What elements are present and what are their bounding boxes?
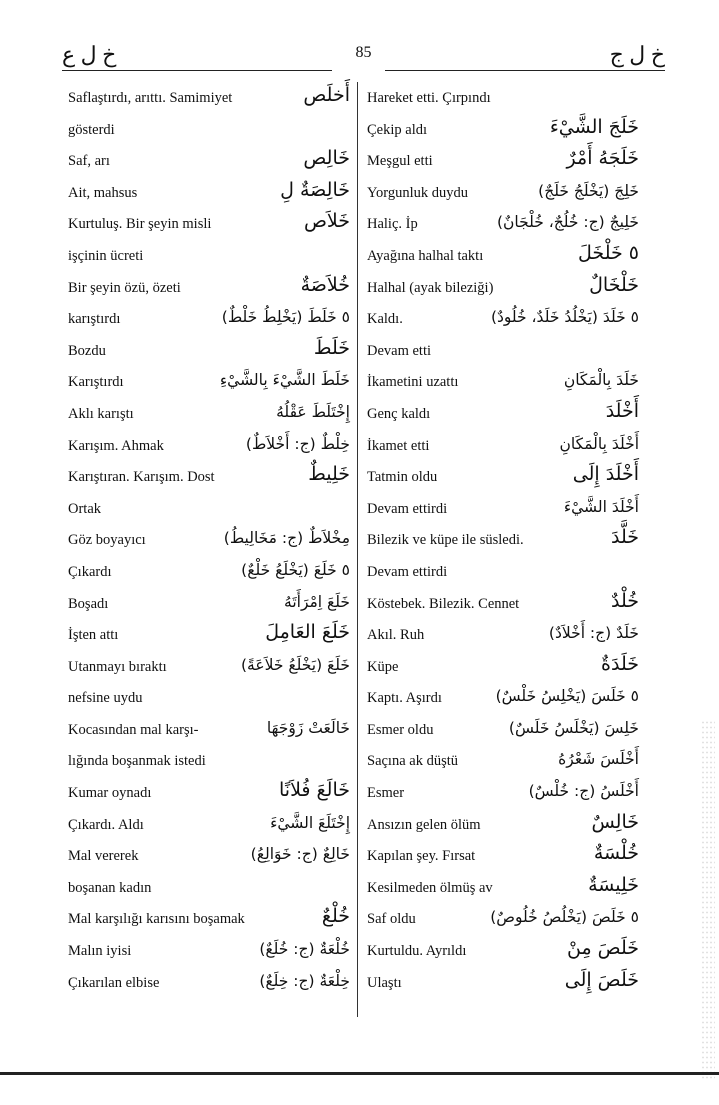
arabic-headword: خِلْعَةٌ (ج: خِلَعٌ) [259, 971, 350, 990]
turkish-definition: Devam ettirdi [367, 563, 448, 580]
arabic-headword: ٥ خَلَطَ (يَخْلِطُ خَلْطٌ) [221, 308, 350, 327]
dictionary-entry [367, 305, 639, 337]
header-left-letters: خ ل ع [62, 42, 117, 67]
arabic-headword: أَخْلَدَ الشَّيْءَ [563, 497, 639, 516]
turkish-definition: boşanan kadın [68, 879, 152, 896]
dictionary-entry [367, 495, 639, 527]
dictionary-entry [68, 147, 350, 179]
arabic-headword: ٥ خَلَصَ (يَخْلُصُ خُلُوصٌ) [490, 908, 639, 927]
turkish-definition: Ayağına halhal taktı [367, 247, 484, 264]
turkish-definition: Mal vererek [68, 848, 139, 865]
dictionary-entry [68, 463, 350, 495]
turkish-definition: Meşgul etti [367, 153, 433, 170]
dictionary-entry [68, 779, 350, 811]
turkish-definition: Kaptı. Aşırdı [367, 690, 442, 707]
dictionary-entry [367, 905, 639, 937]
dictionary-entry [367, 526, 639, 558]
dictionary-entry [367, 811, 639, 843]
turkish-definition: Karıştırdı [68, 374, 124, 391]
dictionary-entry [367, 747, 639, 779]
turkish-definition: işçinin ücreti [68, 247, 144, 264]
dictionary-entry [367, 558, 639, 590]
arabic-headword: خَلِيسَةٌ [588, 873, 639, 896]
dictionary-entry [367, 84, 639, 116]
arabic-headword: أَخْلَسُ (ج: خُلْسٌ) [528, 782, 639, 801]
arabic-headword: أَخلَص [303, 84, 350, 106]
arabic-headword: أَخْلَسَ شَعْرُهُ [558, 750, 639, 769]
dictionary-entry [68, 558, 350, 590]
turkish-definition: Ulaştı [367, 974, 402, 991]
dictionary-entry [367, 842, 639, 874]
arabic-headword: خُلْدٌ [610, 589, 639, 612]
arabic-headword: خَلِيطٌ [308, 463, 350, 486]
arabic-headword: أَخْلَدَ إِلَى [572, 463, 639, 486]
dictionary-entry [68, 684, 350, 716]
arabic-headword: مِخْلاَطٌ (ج: مَخَالِيطُ) [223, 529, 350, 548]
dictionary-entry [68, 716, 350, 748]
turkish-definition: Bir şeyin özü, özeti [68, 279, 181, 296]
arabic-headword: خَلَطَ الشَّيْءَ بِالشَّيْءِ [219, 371, 350, 390]
arabic-headword: أَخْلَدَ [605, 399, 639, 422]
arabic-headword: خَلَدَ بِالْمَكَانِ [563, 371, 639, 390]
turkish-definition: Göz boyayıcı [68, 532, 146, 549]
dictionary-entry [68, 874, 350, 906]
turkish-definition: Kaldı. [367, 311, 403, 328]
dictionary-entry [68, 905, 350, 937]
turkish-definition: Saf oldu [367, 911, 416, 928]
turkish-definition: Ortak [68, 500, 102, 517]
turkish-definition: Tatmin oldu [367, 469, 438, 486]
arabic-headword: ٥ خَلَعَ (يَخْلَعُ خَلْعٌ) [241, 560, 350, 579]
dictionary-entry [367, 179, 639, 211]
turkish-definition: Esmer [367, 785, 405, 802]
turkish-definition: Akıl. Ruh [367, 627, 425, 644]
dictionary-entry [367, 337, 639, 369]
dictionary-entry [367, 684, 639, 716]
turkish-definition: nefsine uydu [68, 690, 143, 707]
turkish-definition: Çıkarılan elbise [68, 974, 160, 991]
arabic-headword: خَالِصَةٌ لِ [280, 178, 350, 201]
turkish-definition: Devam ettirdi [367, 500, 448, 517]
arabic-headword: خَلَدٌ (ج: أَخْلاَدٌ) [548, 624, 639, 643]
turkish-definition: Ansızın gelen ölüm [367, 816, 481, 833]
header-right-letters: خ ل ج [609, 42, 665, 67]
arabic-headword: إِخْتَلَعَ الشَّيْءَ [270, 813, 350, 832]
turkish-definition: Karışım. Ahmak [68, 437, 164, 454]
arabic-headword: خَالِسٌ [591, 810, 639, 833]
arabic-headword: خَلْخَالٌ [589, 273, 639, 296]
turkish-definition: Mal karşılığı karısını boşamak [68, 911, 245, 928]
dictionary-entry [367, 716, 639, 748]
dictionary-entry [68, 400, 350, 432]
arabic-headword: خَالِعٌ (ج: خَوَالِعُ) [250, 845, 350, 864]
dictionary-entry [68, 368, 350, 400]
dictionary-entry [68, 842, 350, 874]
dictionary-entry [68, 242, 350, 274]
arabic-headword: خَلَعَ (يَخْلَعُ خَلاَعَةً) [241, 655, 350, 674]
arabic-headword: خُلْعَةٌ (ج: خُلَعٌ) [259, 940, 350, 959]
arabic-headword: خُلاَصَةٌ [300, 273, 350, 296]
turkish-definition: Karıştıran. Karışım. Dost [68, 469, 215, 486]
dictionary-entry [367, 653, 639, 685]
turkish-definition: lığında boşanmak istedi [68, 753, 206, 770]
turkish-definition: Haliç. İp [367, 216, 418, 233]
arabic-headword: ٥ خَلَدَ (يَخْلُدُ خَلَدٌ، خُلُودٌ) [490, 308, 639, 327]
turkish-definition: İkamet etti [367, 437, 430, 454]
turkish-definition: Utanmayı bıraktı [68, 658, 167, 675]
arabic-headword: خَلَدَةٌ [601, 652, 639, 675]
turkish-definition: Halhal (ayak bileziği) [367, 279, 494, 296]
arabic-headword: خَالَعَتْ زَوْجَهَا [266, 718, 350, 737]
turkish-definition: Boşadı [68, 595, 109, 612]
dictionary-entry [367, 969, 639, 1001]
dictionary-entry [68, 432, 350, 464]
dictionary-entry [68, 590, 350, 622]
dictionary-entry [367, 400, 639, 432]
arabic-headword: خَالِص [303, 147, 350, 170]
dictionary-entry [68, 210, 350, 242]
turkish-definition: Çekip aldı [367, 121, 428, 138]
turkish-definition: Köstebek. Bilezik. Cennet [367, 595, 520, 612]
dictionary-entry [367, 147, 639, 179]
dictionary-entry [367, 274, 639, 306]
dictionary-entry [367, 874, 639, 906]
dictionary-entry [68, 495, 350, 527]
turkish-definition: gösterdi [68, 121, 115, 138]
column-divider [357, 82, 358, 1017]
turkish-definition: Genç kaldı [367, 405, 431, 422]
dictionary-entry [367, 779, 639, 811]
dictionary-entry [68, 747, 350, 779]
arabic-headword: خَلِسَ (يَخْلَسُ خَلَسٌ) [508, 718, 639, 737]
turkish-definition: İşten attı [68, 627, 119, 644]
dictionary-entry [68, 84, 350, 116]
arabic-headword: ٥ خَلْخَلَ [578, 241, 639, 264]
turkish-definition: Kumar oynadı [68, 785, 152, 802]
turkish-definition: Kurtuldu. Ayrıldı [367, 943, 467, 960]
turkish-definition: Devam etti [367, 342, 432, 359]
turkish-definition: Bozdu [68, 342, 106, 359]
dictionary-entry [68, 811, 350, 843]
dictionary-entry [68, 179, 350, 211]
dictionary-entry [68, 969, 350, 1001]
arabic-headword: خِلْطٌ (ج: أَخْلاَطٌ) [245, 434, 350, 453]
turkish-definition: Ait, mahsus [68, 184, 138, 201]
turkish-definition: Yorgunluk duydu [367, 184, 468, 201]
arabic-headword: خَلَصَ إِلَى [564, 968, 639, 991]
dictionary-entry [68, 621, 350, 653]
arabic-headword: خَلَّدَ [610, 526, 639, 549]
turkish-definition: Kesilmeden ölmüş av [367, 879, 493, 896]
arabic-headword: خُلْعٌ [321, 905, 350, 928]
arabic-headword: أَخْلَدَ بِالْمَكَانِ [559, 434, 639, 453]
turkish-definition: Saf, arı [68, 153, 110, 170]
dictionary-entry [68, 116, 350, 148]
turkish-definition: Hareket etti. Çırpındı [367, 90, 491, 106]
page-number: 85 [355, 44, 372, 61]
dictionary-entry [367, 463, 639, 495]
dictionary-entry [367, 116, 639, 148]
turkish-definition: Malın iyisi [68, 943, 132, 960]
dictionary-entry [367, 242, 639, 274]
turkish-definition: Kapılan şey. Fırsat [367, 848, 476, 865]
arabic-headword: خَلَعَ اِمْرَأَتَهُ [284, 592, 350, 611]
dictionary-entry [367, 621, 639, 653]
dictionary-entry [68, 526, 350, 558]
page-header [62, 40, 665, 70]
arabic-headword: خَلِيجٌ (ج: خُلُجٌ، خُلْجَانٌ) [496, 213, 639, 232]
turkish-definition: Aklı karıştı [68, 405, 134, 422]
turkish-definition: Kocasından mal karşı- [68, 721, 199, 738]
dictionary-entry [68, 274, 350, 306]
turkish-definition: Saçına ak düştü [367, 753, 459, 770]
arabic-headword: خَلِجَ (يَخْلَجُ خَلَجٌ) [538, 181, 639, 200]
arabic-headword: خَلاَص [303, 210, 350, 233]
arabic-headword: خُلْسَةٌ [593, 842, 639, 865]
arabic-headword: خَلَصَ مِنْ [567, 937, 639, 960]
left-column [68, 84, 350, 1000]
arabic-headword: ٥ خَلَسَ (يَخْلِسُ خَلْسٌ) [495, 687, 639, 706]
turkish-definition: Küpe [367, 658, 399, 675]
turkish-definition: Çıkardı [68, 563, 112, 580]
turkish-definition: Bilezik ve küpe ile süsledi. [367, 532, 524, 549]
dictionary-entry [68, 337, 350, 369]
dictionary-entry [367, 590, 639, 622]
footer-rule [0, 1072, 719, 1075]
turkish-definition: Kurtuluş. Bir şeyin misli [68, 216, 212, 233]
turkish-definition: Esmer oldu [367, 721, 434, 738]
dictionary-entry [367, 210, 639, 242]
header-rule-right [385, 70, 665, 71]
dictionary-entry [68, 937, 350, 969]
arabic-headword: خَلَعَ العَامِلَ [265, 621, 350, 644]
arabic-headword: خَالَعَ فُلاَنًا [279, 779, 350, 802]
dictionary-entry [367, 432, 639, 464]
dictionary-entry [68, 305, 350, 337]
dictionary-entry [367, 937, 639, 969]
turkish-definition: Saflaştırdı, arıttı. Samimiyet [68, 90, 233, 106]
arabic-headword: خَلَجَ الشَّيْءَ [549, 115, 639, 138]
dictionary-entry [367, 368, 639, 400]
arabic-headword: خَلَجَهُ أَمْرٌ [566, 147, 639, 170]
arabic-headword: إِخْتَلَطَ عَقْلُهُ [276, 402, 350, 421]
arabic-headword: خَلَطَ [313, 336, 350, 359]
turkish-definition: Çıkardı. Aldı [68, 816, 144, 833]
turkish-definition: İkametini uzattı [367, 374, 459, 391]
scan-noise [701, 720, 715, 1080]
dictionary-entry [68, 653, 350, 685]
header-rule-left [62, 70, 332, 71]
turkish-definition: karıştırdı [68, 311, 121, 328]
right-column [367, 84, 639, 1000]
